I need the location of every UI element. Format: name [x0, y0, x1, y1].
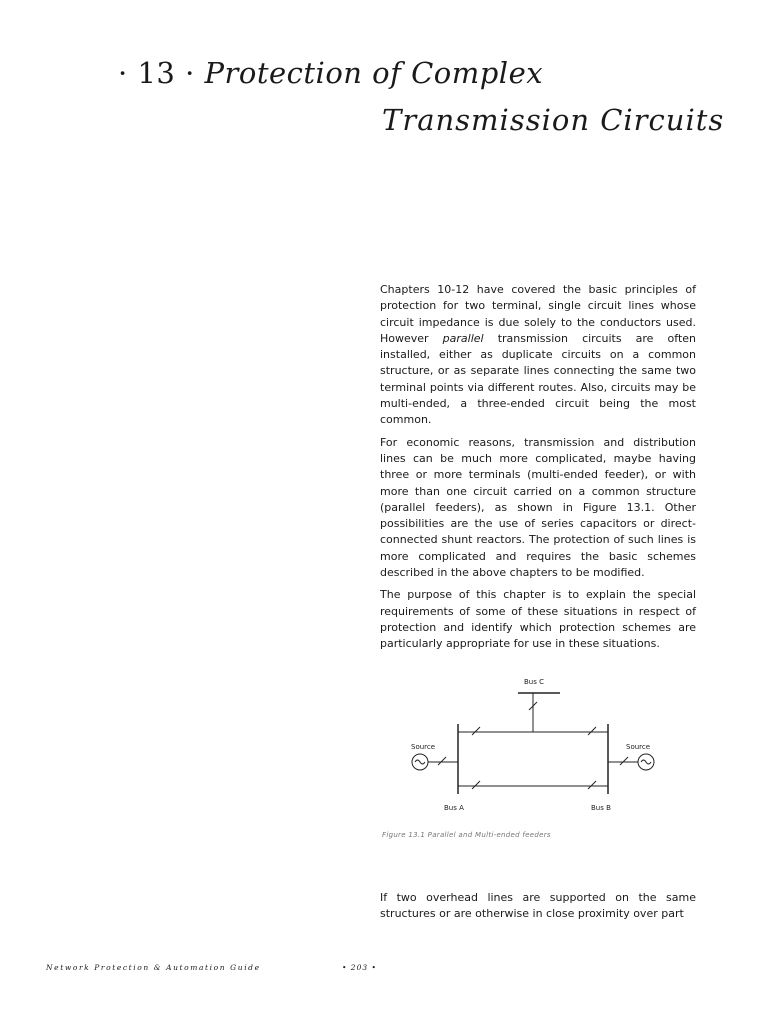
- paragraph-4: If two overhead lines are supported on the same structures or are otherwise in close proximity over part: [380, 891, 696, 921]
- footer-page-number: • 203 •: [342, 963, 377, 972]
- paragraph-1-part-a: Chapters 10-12 have covered the basic principles of protection for two terminal, single circuit lines whose circuit impedance is due solely to the conductors used. However: [380, 283, 696, 345]
- chapter-title-text: Protection of Complex: [204, 56, 544, 90]
- paragraph-3: The purpose of this chapter is to explain the special requirements of some of these situations in respect of protection and identify which protection schemes are particularly appropriate for use in these situations.: [380, 588, 696, 651]
- paragraph-1-part-b: transmission circuits are often installed, either as duplicate circuits on a common structure, or as separate lines connecting the same two terminal points via different routes. Also, circuits may be multi-ended, a three-ended circuit being the most common.: [380, 331, 697, 427]
- title-separator: ·: [185, 56, 195, 90]
- label-bus-b: Bus B: [591, 804, 611, 812]
- chapter-number: 13: [137, 56, 176, 90]
- emphasis-parallel: parallel: [442, 331, 484, 345]
- source-left-breaker: [438, 757, 446, 765]
- breaker-upper-right: [588, 727, 596, 735]
- body-text-continued: [380, 890, 696, 929]
- label-bus-a: Bus A: [444, 804, 464, 812]
- breaker-lower-left: [472, 781, 480, 789]
- breaker-upper-left: [472, 727, 480, 735]
- chapter-title-line2: Transmission Circuits: [382, 103, 725, 137]
- figure-caption: Figure 13.1 Parallel and Multi-ended feeders: [382, 831, 551, 839]
- footer-guide-title: Network Protection & Automation Guide: [46, 963, 261, 972]
- label-source-left: Source: [411, 743, 436, 751]
- source-right-breaker: [620, 757, 628, 765]
- body-text: [380, 282, 696, 659]
- label-bus-c: Bus C: [524, 678, 544, 686]
- paragraph-2: For economic reasons, transmission and distribution lines can be much more complicated, maybe having three or more terminals (multi-ended feeder), or with more than one circuit carried on a common structure (parallel feeders), as shown in Figure 13.1. Other possibilities are the use of series capacitors or direct-connected shunt reactors. The protection of such lines is more complicated and requires the basic schemes described in the above chapters to be modified.: [380, 435, 696, 580]
- breaker-lower-right: [588, 781, 596, 789]
- figure-13-1-diagram: [400, 672, 670, 822]
- paragraph-1: [380, 282, 696, 429]
- chapter-title-line1: [118, 56, 543, 90]
- title-bullet: ·: [118, 56, 128, 90]
- label-source-right: Source: [626, 743, 651, 751]
